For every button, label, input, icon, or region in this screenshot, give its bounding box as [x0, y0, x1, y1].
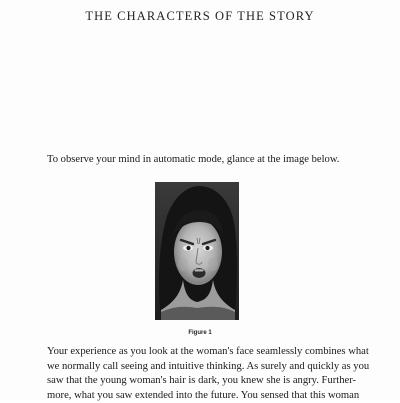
body-paragraph: [47, 345, 373, 403]
body-line: we normally call seeing and intuitive thinking. As surely and quickly as you: [47, 360, 370, 372]
intro-paragraph: To observe your mind in automatic mode, glance at the image below.: [47, 154, 340, 165]
body-line: saw that the young woman's hair is dark, you knew she is angry. Further-: [47, 375, 357, 387]
angry-woman-face-photo: [155, 182, 239, 320]
body-line: Your experience as you look at the woman's face seamlessly combines what: [47, 346, 369, 357]
running-head: THE CHARACTERS OF THE STORY: [85, 9, 315, 23]
body-line: more, what you saw extended into the future. You sensed that this woman: [47, 389, 360, 401]
figure-caption: Figure 1: [188, 330, 212, 336]
figure-photo: [155, 182, 239, 320]
